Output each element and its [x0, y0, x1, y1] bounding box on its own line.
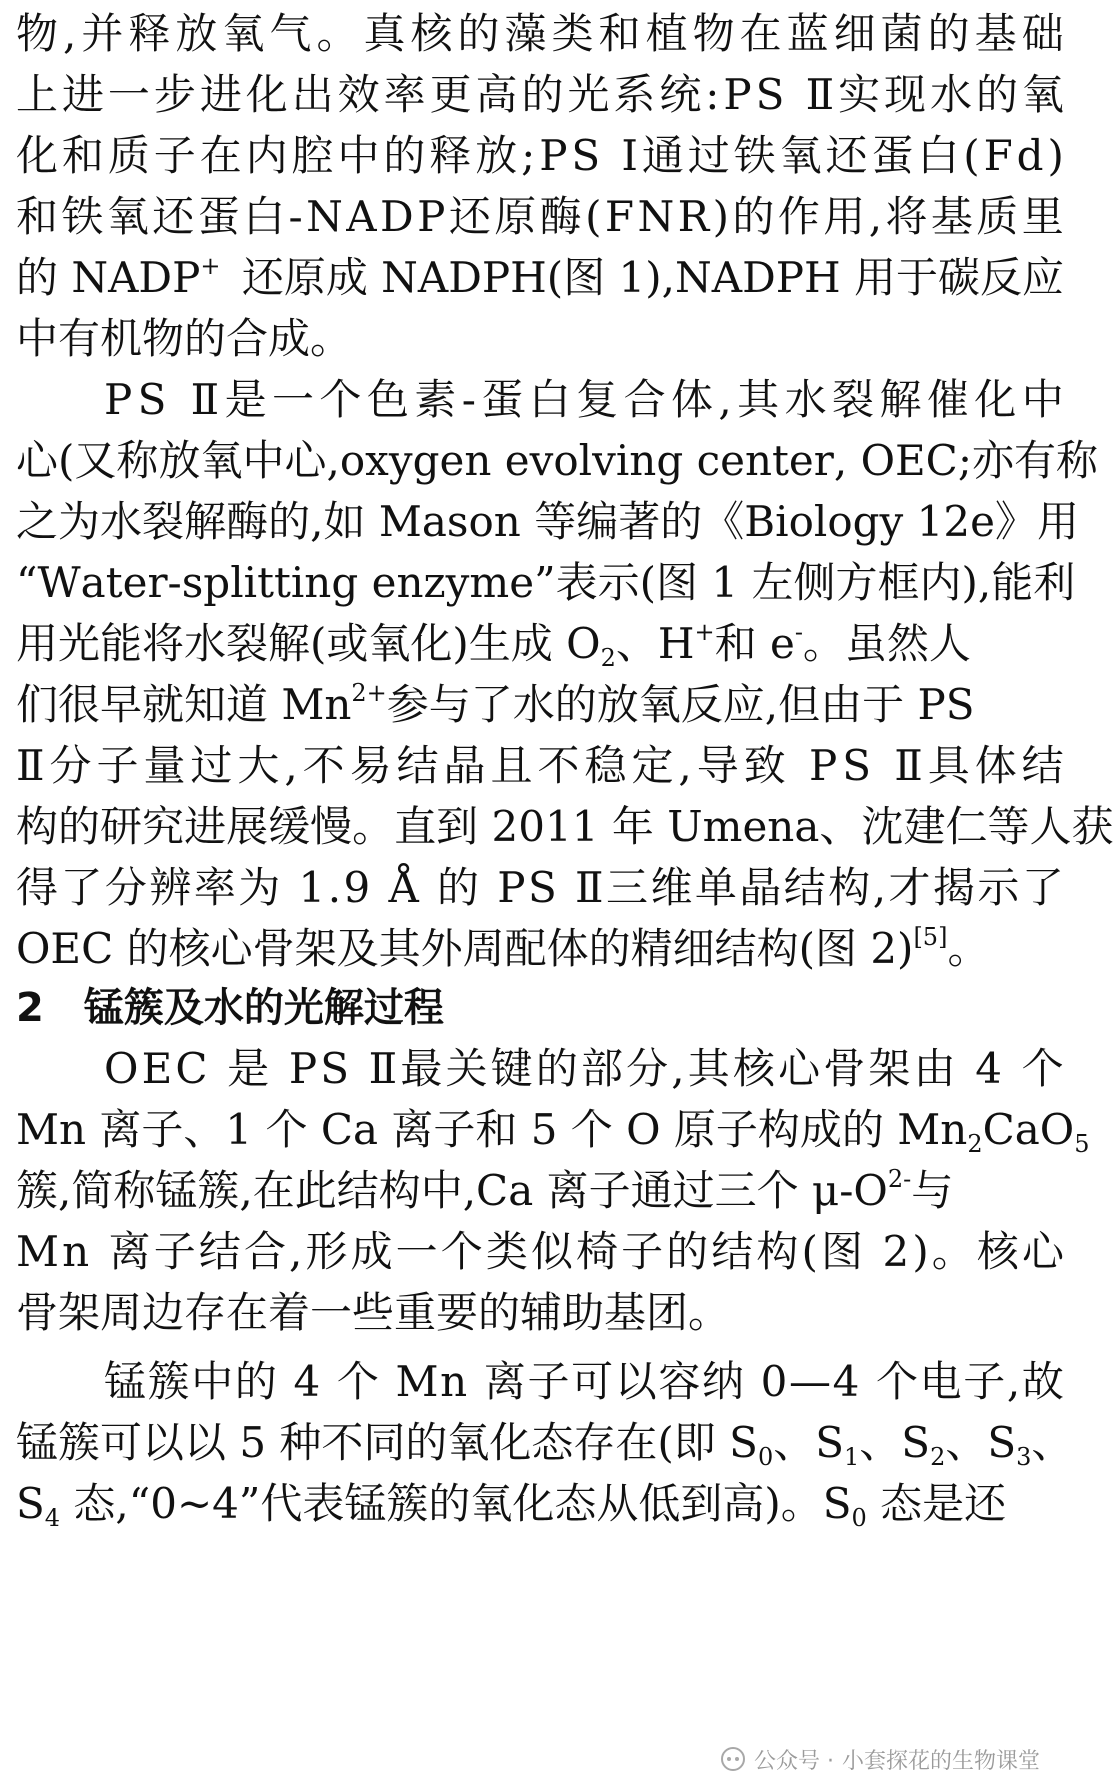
p2-line-7: Ⅱ 分 子 量 过 大 , 不 易 结 晶 且 不 稳 定 , 导 致 P S Ⅱ 具 体 结	[16, 741, 1064, 790]
p4-line-2: 锰簇可以以 5 种不同的氧化态存在(即 $S_0$、$S_1$、$S_2$、$S_3$、	[16, 1418, 1074, 1471]
p4-line-3: $S_4$ 态,“0~4”代表锰簇的氧化态从低到高)。$S_0$ 态是还	[16, 1479, 1007, 1532]
citation-ref[interactable]: [5]	[913, 923, 948, 951]
p1-line-6: 中有机物的合成。	[16, 314, 353, 363]
p2-line-10: OEC 的核心骨架及其外周配体的精细结构(图 2)[5]。	[16, 923, 990, 973]
p1-line-5: 的 NADP+ 还原成 NADPH(图 1),NADPH 用于碳反应	[16, 252, 1064, 302]
p3-line-3: 簇,简称锰簇,在此结构中,Ca 离子通过三个 $\mu-O^{2-}$与	[16, 1165, 954, 1215]
p2-line-1: P S Ⅱ 是 一 个 色 素 - 蛋 白 复 合 体 , 其 水 裂 解 催 化 中	[104, 375, 1064, 424]
p2-line-4: “ W a t e r - s p l i t t i n g e n z y m e ” 表 示 ( 图 1 左 侧 方 框 内 ) , 能 利	[16, 558, 1076, 607]
p3-line-1: O E C 是 P S Ⅱ 最 关 键 的 部 分 , 其 核 心 骨 架 由 4 个	[104, 1044, 1064, 1093]
p1-line-2: 上 进 一 步 进 化 出 效 率 更 高 的 光 系 统 : P S Ⅱ 实 现 水 的 氧	[16, 70, 1064, 119]
wechat-official-account-icon	[720, 1746, 746, 1772]
p1-line-4: 和 铁 氧 还 蛋 白 - N A D P 还 原 酶 ( F N R ) 的 作 用 , 将 基 质 里	[16, 192, 1064, 241]
p2-line-9: 得 了 分 辨 率 为 1 . 9 Å 的 P S Ⅱ 三 维 单 晶 结 构 , 才 揭 示 了	[16, 863, 1064, 912]
p2-line-6: 们很早就知道 $Mn^{2+}$参与了水的放氧反应,但由于 PS	[16, 679, 975, 729]
p3-line-4: M n 离 子 结 合 , 形 成 一 个 类 似 椅 子 的 结 构 ( 图 2 ) 。 核 心	[16, 1227, 1064, 1276]
p3-line-5: 骨架周边存在着一些重要的辅助基团。	[16, 1288, 731, 1337]
section-heading: 2 锰簇及水的光解过程	[16, 985, 444, 1031]
p2-line-5: 用光能将水裂解(或氧化)生成 $O_2$、H+和 e-。虽然人	[16, 618, 971, 672]
watermark-prefix: 公众号 ·	[753, 1748, 834, 1774]
p1-line-1: 物 , 并 释 放 氧 气 。 真 核 的 藻 类 和 植 物 在 蓝 细 菌 的 基 础	[16, 9, 1064, 58]
watermark	[720, 1744, 1040, 1774]
p2-line-3: 之 为 水 裂 解 酶 的 , 如 M a s o n 等 编 著 的 《 B i o l o g y 1 2 e 》 用	[16, 497, 1079, 546]
watermark-account-name[interactable]: 小套探花的生物课堂	[841, 1748, 1040, 1774]
p4-line-1: 锰 簇 中 的 4 个 M n 离 子 可 以 容 纳 0 — 4 个 电 子 , 故	[104, 1357, 1064, 1406]
p3-line-2: Mn 离子、1 个 Ca 离子和 5 个 O 原子构成的 $Mn_2CaO_5$	[16, 1105, 1090, 1158]
p2-line-2: 心 ( 又 称 放 氧 中 心 , o x y g e n e v o l v i n g c e n t e r , O E C ; 亦 有 称	[16, 436, 1099, 485]
p2-line-8: 构 的 研 究 进 展 缓 慢 。 直 到 2 0 1 1 年 U m e n a 、 沈 建 仁 等 人 获	[16, 802, 1114, 851]
p1-line-3: 化 和 质 子 在 内 腔 中 的 释 放 ; P S Ⅰ 通 过 铁 氧 还 蛋 白 ( F d )	[16, 131, 1064, 180]
